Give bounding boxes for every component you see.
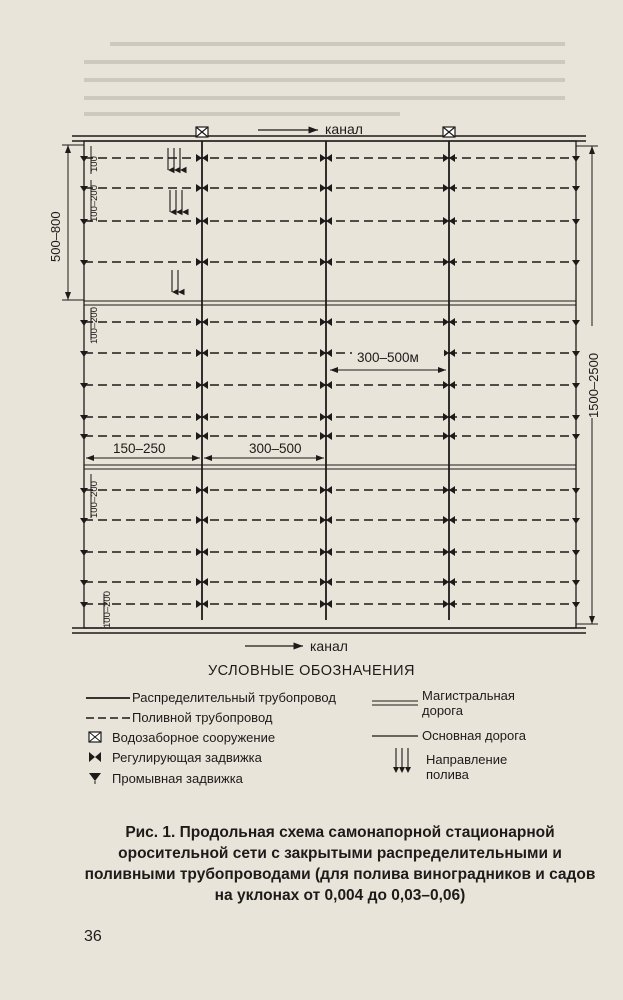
- flush-valve-icon: [80, 260, 88, 266]
- dimension-left-inner-4: 100–200: [89, 481, 100, 518]
- dimension-right-block-label: 300–500м: [357, 350, 419, 365]
- figure-number: Рис. 1.: [125, 824, 176, 841]
- distribution-pipes: [202, 141, 449, 620]
- dimension-left-small-label: 150–250: [113, 441, 166, 456]
- dimension-left-inner-1: 100: [89, 156, 100, 172]
- dimension-right-outer-label: 1500–2500: [586, 352, 601, 418]
- page-number: 36: [84, 928, 102, 945]
- flush-valve-icon: [80, 434, 88, 440]
- legend-item-label: Основная дорога: [422, 728, 526, 743]
- canal-top-label: канал: [325, 121, 363, 137]
- dimension-left-inner-5: 100–200: [102, 591, 113, 628]
- flush-valve-icon: [572, 351, 580, 357]
- dimension-left-inner-2: 100–200: [89, 185, 100, 222]
- legend-item-label: Промывная задвижка: [112, 771, 243, 786]
- distribution-pipe-line: [86, 693, 130, 703]
- irrigation-pipes: [84, 158, 576, 604]
- figure-caption: [84, 822, 596, 906]
- dimension-left-outer: [62, 145, 84, 300]
- dimension-left-inner-3: 100–200: [89, 307, 100, 344]
- flush-valve-icon: [80, 383, 88, 389]
- canal-bottom: [72, 628, 586, 633]
- irrigation-direction-arrows: [392, 748, 412, 774]
- regulating-valves: [80, 154, 580, 608]
- flush-valve-icon: [572, 219, 580, 225]
- dimension-left-outer-label: 500–800: [48, 211, 63, 262]
- flush-valve-icon: [80, 518, 88, 524]
- flush-valve-icon: [80, 580, 88, 586]
- flush-valve-icon: [80, 351, 88, 357]
- legend-title: УСЛОВНЫЕ ОБОЗНАЧЕНИЯ: [207, 663, 416, 679]
- water-intake-icon: [88, 731, 102, 743]
- main-road-double-line: [372, 698, 418, 708]
- figure-caption-text: Продольная схема самонапорной стационарной оросительной сети с закрытыми распределительными и поливными трубопроводами (для полива виноградников и садов на уклонах от 0,004 до 0,03–0,06): [84, 824, 596, 904]
- flush-valve-icon: [572, 415, 580, 421]
- flush-valve-icon: [80, 602, 88, 608]
- flush-valve-icon: [88, 772, 102, 784]
- flush-valve-icon: [572, 156, 580, 162]
- flush-valve-icon: [80, 186, 88, 192]
- legend-item-label: Поливной трубопровод: [132, 710, 273, 725]
- irrigation-direction-arrows: [168, 148, 182, 292]
- flush-valve-icon: [572, 488, 580, 494]
- flush-valve-icon: [80, 320, 88, 326]
- legend-item-label: Магистральная дорога: [422, 688, 515, 718]
- flush-valve-icon: [572, 580, 580, 586]
- flush-valve-icon: [572, 518, 580, 524]
- legend-item-label: Распределительный трубопровод: [132, 690, 336, 705]
- flush-valve-icon: [80, 415, 88, 421]
- flush-valve-icon: [80, 219, 88, 225]
- flush-valve-icon: [572, 602, 580, 608]
- flush-valve-icon: [572, 260, 580, 266]
- flush-valve-icon: [80, 550, 88, 556]
- legend-item-label: Водозаборное сооружение: [112, 730, 276, 745]
- flush-valve-icon: [572, 383, 580, 389]
- flush-valve-icon: [80, 156, 88, 162]
- primary-road-line: [372, 731, 418, 741]
- flush-valve-icon: [572, 186, 580, 192]
- canal-bottom-label: канал: [310, 638, 348, 654]
- legend-item-label: Направление полива: [426, 752, 508, 782]
- flush-valve-icon: [572, 434, 580, 440]
- legend-item-label: Регулирующая задвижка: [112, 750, 262, 765]
- flush-valve-icon: [572, 550, 580, 556]
- irrigation-pipe-dashed-line: [86, 713, 130, 723]
- flush-valve-icon: [80, 488, 88, 494]
- regulating-valve-icon: [88, 751, 102, 763]
- flush-valve-icon: [572, 320, 580, 326]
- dimension-middle-label: 300–500: [249, 441, 302, 456]
